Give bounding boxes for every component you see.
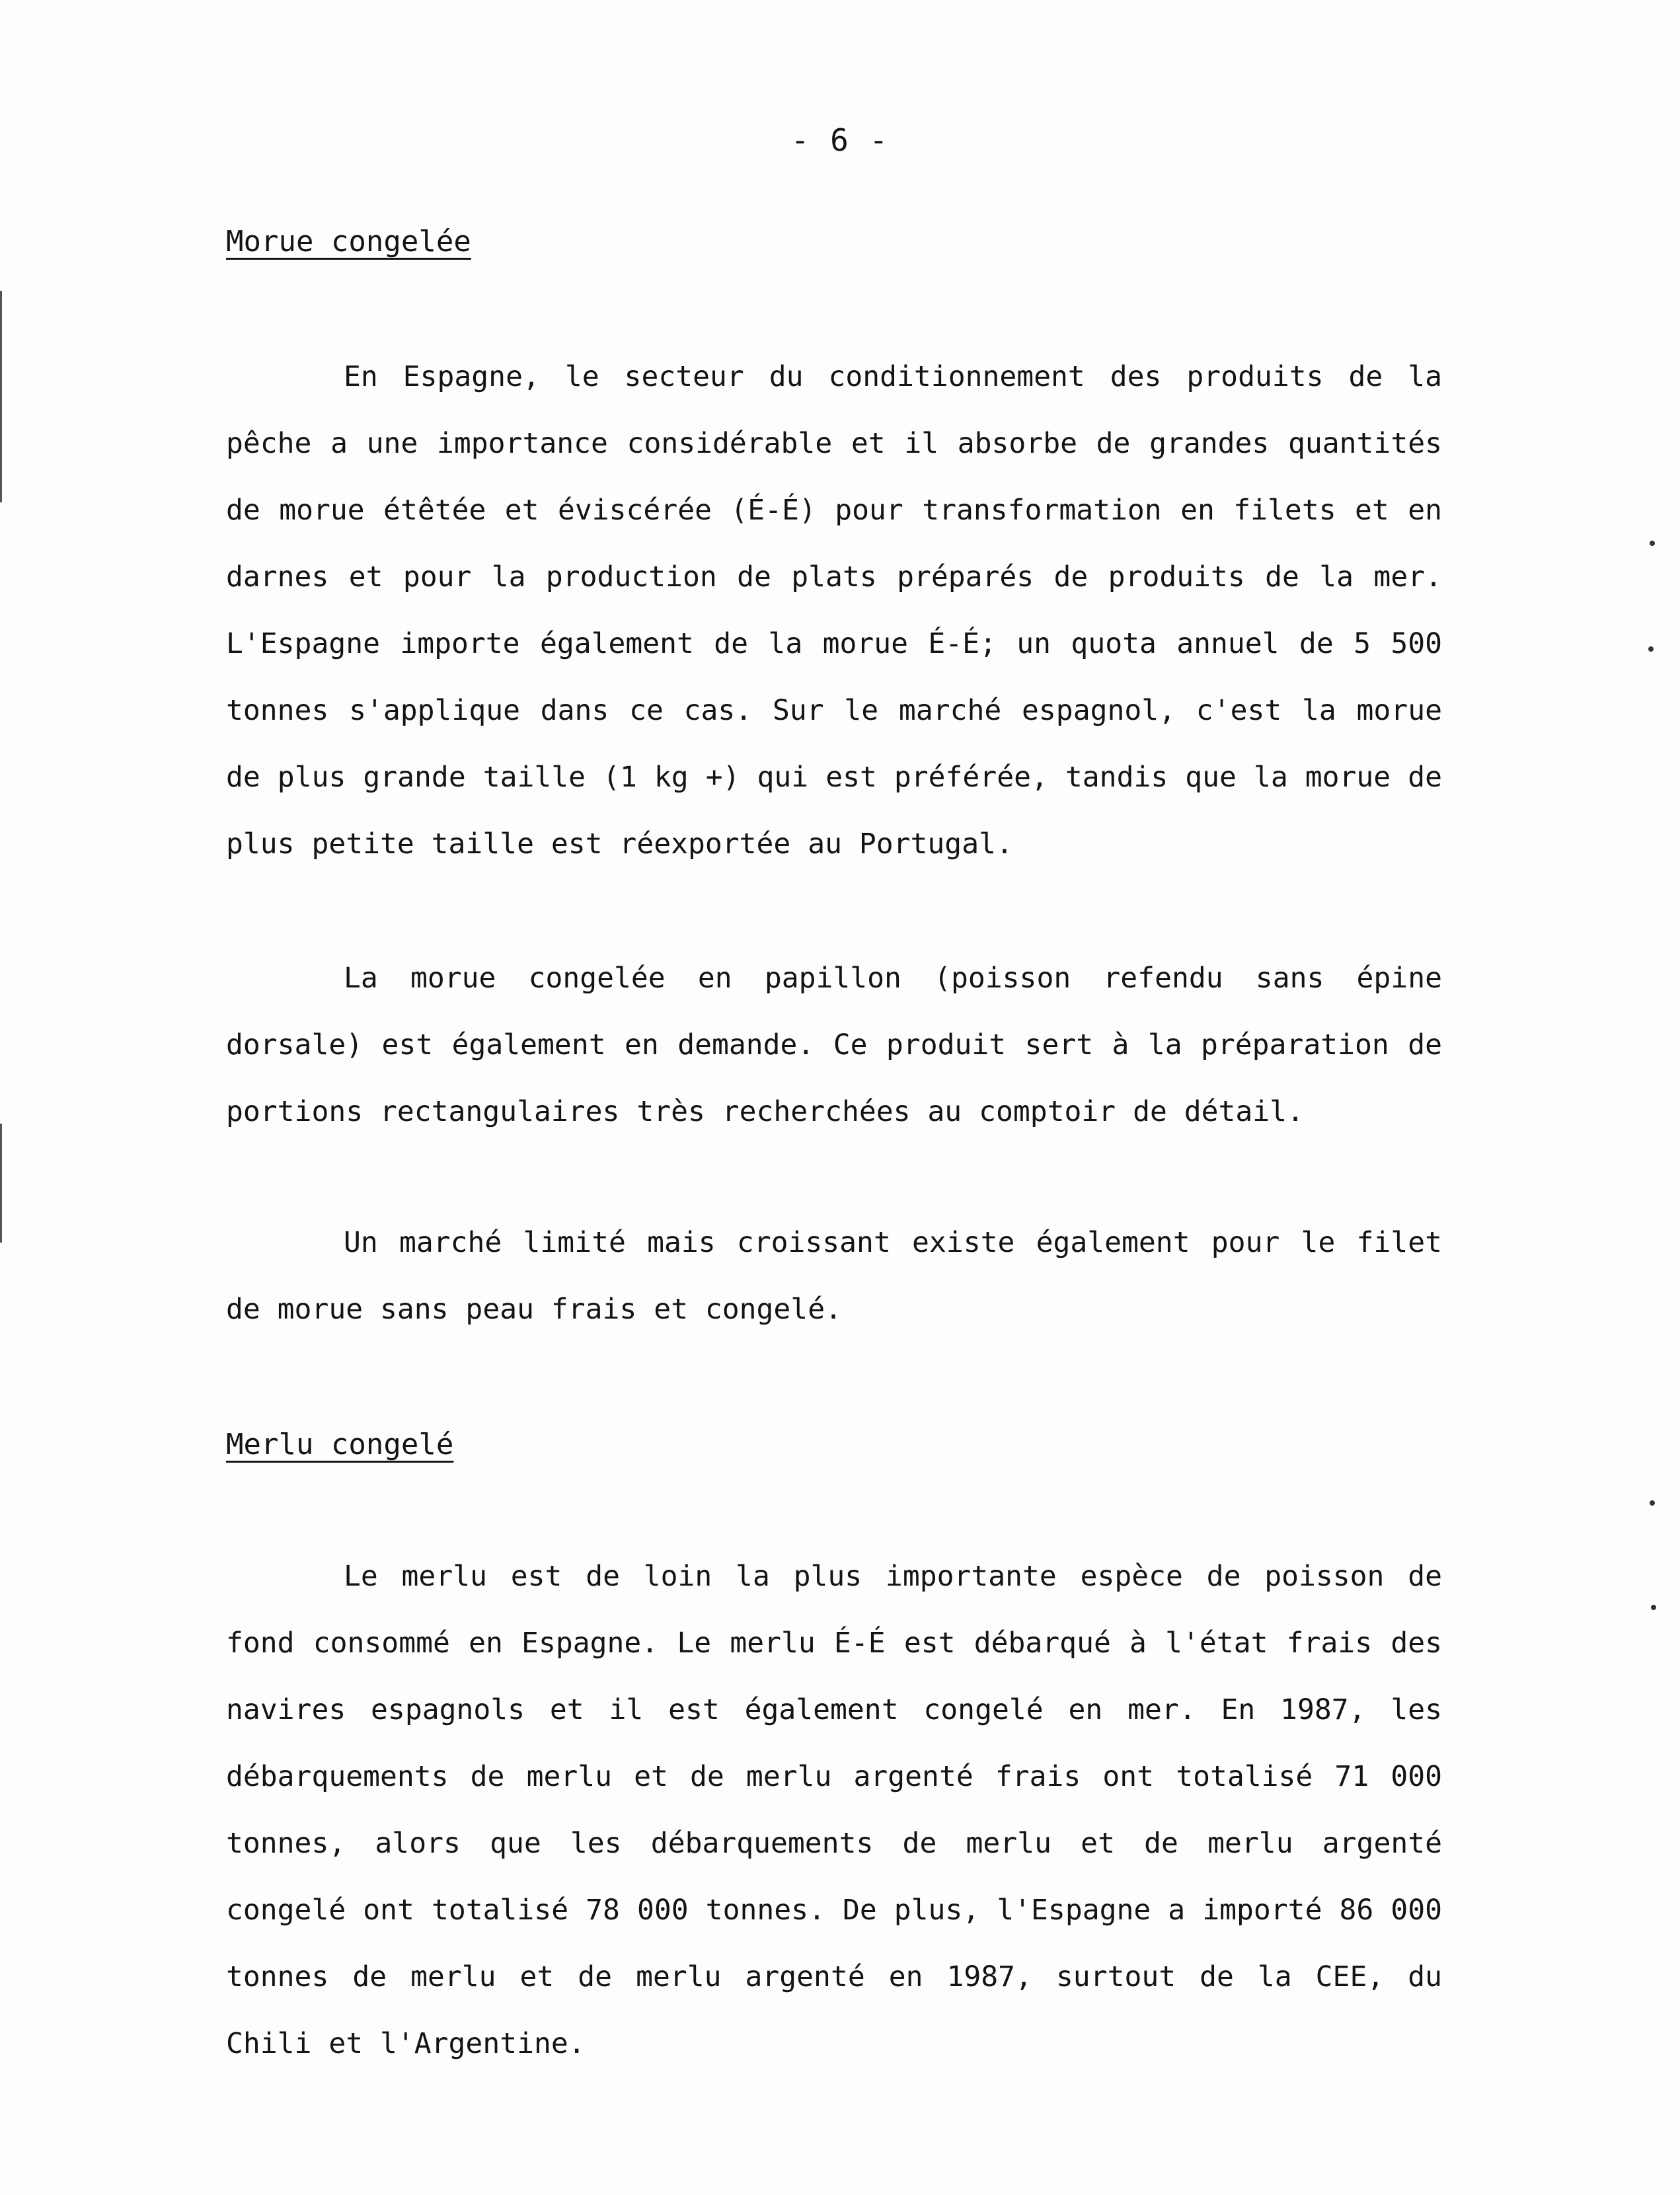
paragraph-merlu-1: Le merlu est de loin la plus importante espèce de poisson de fond consommé en Espagne. Le merlu É-É est débarqué à l'état frais des navires espagnols et il est également congelé en mer. En 1987, les débarquements de merlu et de merlu argenté frais ont totalisé 71 000 tonnes, alors que les débarquements de merlu et de merlu argenté congelé ont totalisé 78 000 tonnes. De plus, l'Espagne a importé 86 000 tonnes de merlu et de merlu argenté en 1987, surtout de la CEE, du Chili et l'Argentine.	[226, 1560, 1442, 2060]
page-number: - 6 -	[790, 122, 890, 158]
scan-speck	[1650, 541, 1655, 546]
paragraph-morue-1: En Espagne, le secteur du conditionnement des produits de la pêche a une importance considérable et il absorbe de grandes quantités de morue étêtée et éviscérée (É-É) pour transformation en filets et en darnes et pour la production de plats préparés de produits de la mer. L'Espagne importe également de la morue É-É; un quota annuel de 5 500 tonnes s'applique dans ce cas. Sur le marché espagnol, c'est la morue de plus grande taille (1 kg +) qui est préférée, tandis que la morue de plus petite taille est réexportée au Portugal.	[226, 360, 1442, 861]
section-heading-morue: Morue congelée	[226, 225, 471, 258]
scan-speck	[1650, 1500, 1655, 1506]
scan-edge-mark	[0, 1124, 2, 1243]
paragraph-morue-3: Un marché limité mais croissant existe également pour le filet de morue sans peau frais et congelé.	[226, 1226, 1442, 1326]
scan-speck	[1651, 1605, 1656, 1610]
scan-speck	[1648, 646, 1654, 652]
paragraph-morue-2: La morue congelée en papillon (poisson refendu sans épine dorsale) est également en demande. Ce produit sert à la préparation de portions rectangulaires très recherchées au comptoir de détail.	[226, 962, 1442, 1128]
scan-edge-mark	[0, 291, 2, 502]
section-heading-merlu: Merlu congelé	[226, 1428, 454, 1461]
